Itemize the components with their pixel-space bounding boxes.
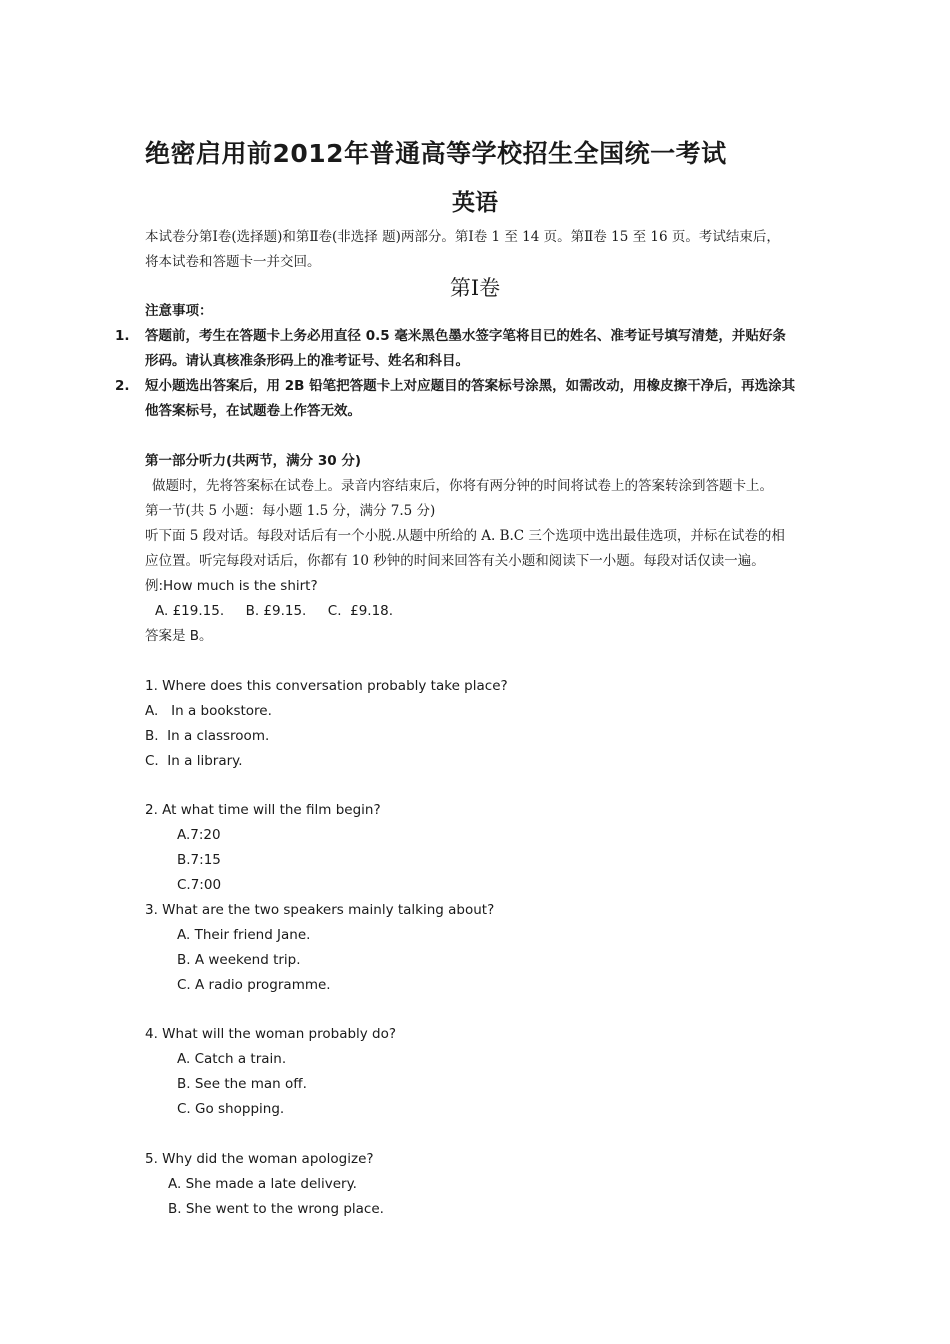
note-number-2: 2. xyxy=(115,378,130,394)
question-5: 5. Why did the woman apologize? xyxy=(145,1151,374,1167)
note-1-line-2: 形码。请认真核准条形码上的准考证号、姓名和科目。 xyxy=(145,353,469,369)
note-1-line-1: 答题前，考生在答题卡上务必用直径 0.5 毫米黑色墨水签字笔将目已的姓名、准考证号填写清楚，并贴好条 xyxy=(145,328,786,344)
question-1-option-a: A. In a bookstore. xyxy=(145,703,272,719)
question-3-option-c: C. A radio programme. xyxy=(177,977,331,993)
note-2-line-1: 短小题选出答案后，用 2B 铅笔把答题卡上对应题目的答案标号涂黑，如需改动，用橡皮擦干净后，再选涂其 xyxy=(145,378,796,394)
question-1: 1. Where does this conversation probably take place? xyxy=(145,678,508,694)
section-instruction-line-2: 应位置。听完每段对话后，你都有 10 秒钟的时间来回答有关小题和阅读下一小题。每段对话仅读一遍。 xyxy=(145,553,765,569)
subject-heading: 英语 xyxy=(452,190,498,216)
question-2-option-a: A.7:20 xyxy=(177,827,221,843)
note-number-1: 1. xyxy=(115,328,130,344)
question-1-option-c: C. In a library. xyxy=(145,753,243,769)
question-3-option-b: B. A weekend trip. xyxy=(177,952,301,968)
part1-instruction: 做题时，先将答案标在试卷上。录音内容结束后，你将有两分钟的时间将试卷上的答案转涂到答题卡上。 xyxy=(152,478,773,494)
question-4-option-a: A. Catch a train. xyxy=(177,1051,287,1067)
question-5-option-b: B. She went to the wrong place. xyxy=(168,1201,384,1217)
question-3-option-a: A. Their friend Jane. xyxy=(177,927,311,943)
question-2: 2. At what time will the film begin? xyxy=(145,802,381,818)
note-2-line-2: 他答案标号，在试题卷上作答无效。 xyxy=(145,403,361,419)
question-4-option-c: C. Go shopping. xyxy=(177,1101,285,1117)
example-answer: 答案是 B。 xyxy=(145,628,213,644)
part1-heading: 第一部分听力(共两节，满分 30 分) xyxy=(145,453,362,469)
section-instruction-line-1: 听下面 5 段对话。每段对话后有一个小脱.从题中所给的 A. B.C 三个选项中选出最佳选项，并标在试卷的相 xyxy=(145,528,785,544)
question-2-option-c: C.7:00 xyxy=(177,877,222,893)
section-heading: 第一节(共 5 小题：每小题 1.5 分，满分 7.5 分) xyxy=(145,503,436,519)
example-options: A. £19.15. B. £9.15. C. £9.18. xyxy=(155,603,394,619)
notes-heading: 注意事项： xyxy=(145,303,213,319)
example-question: 例:How much is the shirt? xyxy=(145,578,318,594)
question-4: 4. What will the woman probably do? xyxy=(145,1026,397,1042)
intro-line-1: 本试卷分第Ⅰ卷(选择题)和第Ⅱ卷(非选择 题)两部分。第Ⅰ卷 1 至 14 页。第Ⅱ卷 15 至 16 页。考试结束后， xyxy=(145,229,780,245)
question-1-option-b: B. In a classroom. xyxy=(145,728,270,744)
question-2-option-b: B.7:15 xyxy=(177,852,221,868)
question-4-option-b: B. See the man off. xyxy=(177,1076,307,1092)
exam-title: 绝密启用前2012年普通高等学校招生全国统一考试 xyxy=(145,139,727,168)
intro-line-2: 将本试卷和答题卡一并交回。 xyxy=(145,254,321,270)
volume-heading: 第Ⅰ卷 xyxy=(449,276,501,300)
question-3: 3. What are the two speakers mainly talking about? xyxy=(145,902,495,918)
question-5-option-a: A. She made a late delivery. xyxy=(168,1176,357,1192)
